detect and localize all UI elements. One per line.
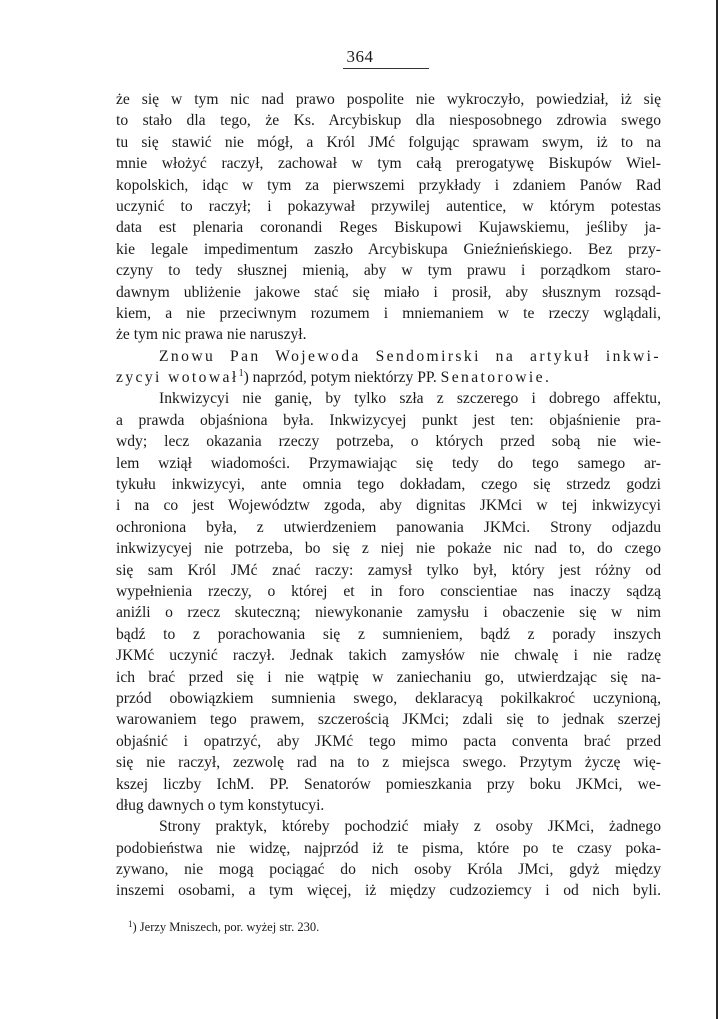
text-line-33: kszej liczby IchM. PP. Senatorów pomieszkania przy boku JKMci, we- (116, 775, 661, 793)
spaced-phrase: zycyi wotował (116, 369, 239, 387)
text-line-17: wdy; lecz okazania rzeczy potrzeba, o których przed sobą nie wie- (116, 433, 661, 451)
text-line-18: lem wziął wiadomości. Przymawiając się tedy do tego samego ar- (116, 454, 661, 472)
footnote (128, 919, 628, 935)
footnote-reference: 1 (238, 368, 244, 380)
text-line-23: się sam Król JMć znać raczy: zamysł tylko był, który jest różny od (116, 561, 661, 579)
text-line-1: że się w tym nic nad prawo pospolite nie wykroczyło, powiedział, iż się (116, 91, 661, 108)
text-line-30: warowaniem tego prawem, szczerością JKMci; zdali się to jednak szerzej (116, 711, 661, 729)
text-line-37: zywano, nie mogą pociągać do nich osoby Króla JMci, gdyż między (116, 861, 661, 879)
page-edge (716, 0, 718, 1019)
text-line-5: kopolskich, idąc w tym za pierwszemi przykłady i zdaniem Panów Rad (116, 176, 661, 194)
text-line-4: mnie włożyć raczył, zachował w tym całą prerogatywę Biskupów Wiel- (116, 155, 661, 173)
text-line-11: kiem, a nie przeciwnym rozumem i mniemaniem w te rzeczy wglądali, (116, 304, 661, 322)
text-line-26: bądź to z porachowania się z sumnieniem, bądź z porady inszych (116, 625, 661, 643)
footnote-text: ) Jerzy Mniszech, por. wyżej str. 230. (132, 920, 320, 934)
text-line-31: objaśnić i opatrzyć, aby JKMć tego mimo pacta conventa brać przed (116, 732, 661, 750)
text-line-21: ochroniona była, z utwierdzeniem panowania JKMci. Strony odjazdu (116, 518, 661, 536)
text-line-14 (116, 367, 661, 388)
text-line-35: Strony praktyk, któreby pochodzić miały z osoby JKMci, żadnego (159, 818, 661, 836)
text-line-36: podobieństwa nie widzę, najprzód iż te pisma, które po te czasy poka- (116, 839, 661, 857)
text-line-6: uczynić to raczył; i pokazywał przywilej autentice, w którym potestas (116, 197, 661, 215)
text-line-28: ich brać przed się i nie wątpię w zaniechaniu go, utwierdzając się na- (116, 668, 661, 686)
text-line-15: Inkwizycyi nie ganię, by tylko szła z szczerego i dobrego affektu, (159, 390, 661, 408)
text-line-34: dług dawnych o tym konstytucyi. (116, 796, 325, 814)
text-line-2: to stało dla tego, że Ks. Arcybiskup dla niesposobnego zdrowia swego (116, 112, 661, 130)
text-line-20: i na co jest Województw zgoda, aby dignitas JKMci w tej inkwizycyi (116, 497, 661, 515)
spaced-phrase-2: Senatorowie. (440, 369, 552, 387)
text-line-3: tu się stawić nie mógł, a Król JMć folgując sprawam swym, iż to na (116, 133, 661, 151)
body-text (116, 89, 661, 902)
text-line-29: przód obowiązkiem sumnienia swego, deklaracyą pokilkakroć uczynioną, (116, 689, 661, 707)
text-line-38: inszemi osobami, a tym więcej, iż między cudzoziemcy i od nich byli. (116, 882, 661, 900)
text-line-16: a prawda objaśniona była. Inkwizycyej punkt jest ten: objaśnienie pra- (116, 411, 661, 429)
text-line-13: Znowu Pan Wojewoda Sendomirski na artykuł inkwi- (159, 347, 661, 365)
text-line-22: inkwizycyej nie potrzeba, bo się z niej nie pokaże nic nad to, do czego (116, 540, 661, 558)
footnote-mark: 1 (128, 919, 133, 929)
text-line-7: data est plenaria coronandi Reges Biskupowi Kujawskiemu, jeśliby ja- (116, 219, 661, 237)
text-line-12: że tym nic prawa nie naruszył. (116, 326, 307, 344)
page-number: 364 (346, 47, 374, 66)
line-continuation: ) naprzód, potym niektórzy PP. (243, 369, 441, 387)
text-line-27: JKMć uczynić raczył. Jednak takich zamysłów nie chwalę i nie radzę (116, 647, 661, 665)
text-line-8: kie legale impedimentum zaszło Arcybiskupa Gnieźnieńskiego. Bez przy- (116, 240, 661, 258)
text-line-24: wypełnienia rzeczy, o której et in foro conscientiae nas inaczy sądzą (116, 582, 661, 600)
text-line-10: dawnym ubliżenie jakowe stać się miało i prosił, aby słusznym rozsąd- (116, 283, 661, 301)
text-line-9: czyny to tedy słusznej mienią, aby w tym prawu i porządkom staro- (116, 262, 661, 280)
text-line-25: aniźli o rzecz skuteczną; niewykonanie zamysłu i obaczenie się w nim (116, 604, 661, 622)
text-line-32: się nie raczył, zezwolę rad na to z miejsca swego. Przytym życzę wię- (116, 754, 661, 772)
page-number-rule (343, 68, 429, 69)
text-line-19: tykułu inkwizycyi, ante omnia tego dokładam, czego się strzedz godzi (116, 476, 661, 494)
